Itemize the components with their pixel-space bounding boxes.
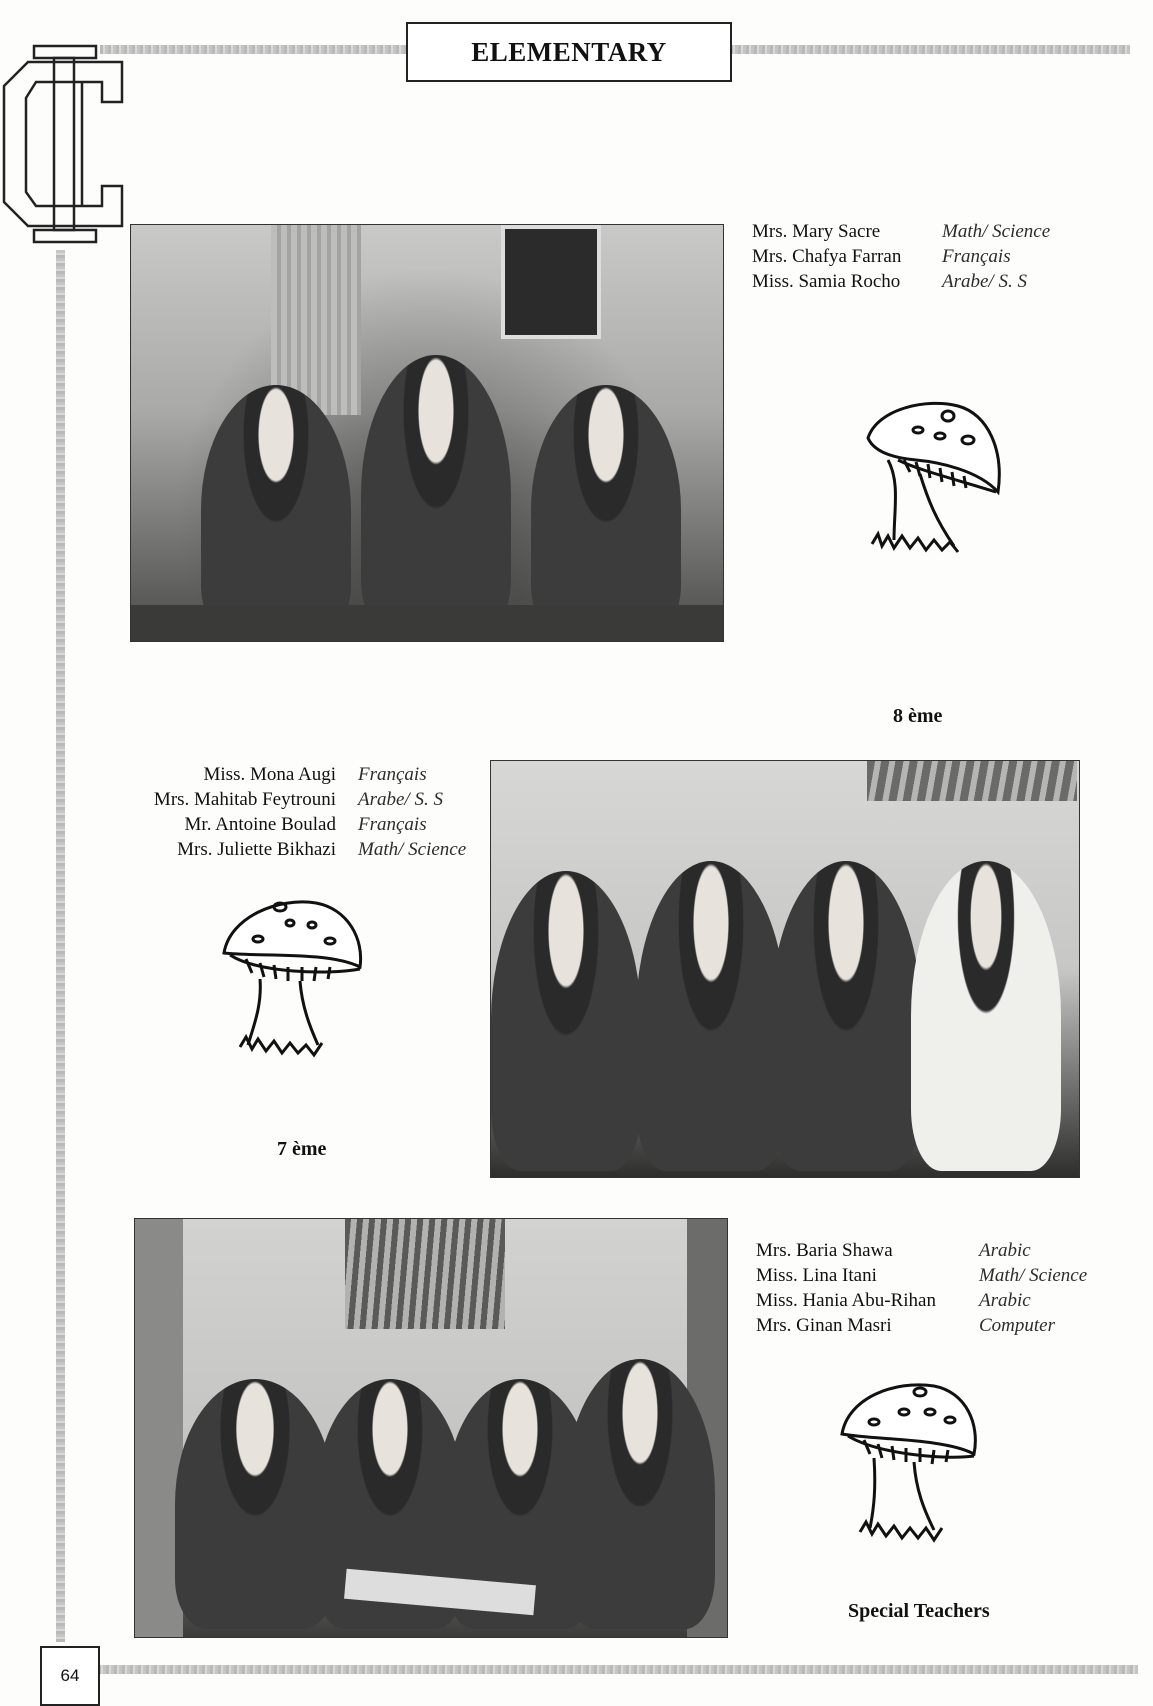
staff-subject: Français — [358, 764, 427, 785]
staff-subject: Math/ Science — [979, 1265, 1088, 1286]
section-caption-7eme: 7 ème — [277, 1138, 327, 1160]
mushroom-illustration-icon — [218, 895, 368, 1060]
staff-row — [110, 787, 443, 812]
staff-row — [752, 219, 1050, 244]
staff-row — [756, 1263, 1087, 1288]
staff-subject: Français — [358, 814, 427, 835]
staff-name: Mrs. Baria Shawa — [756, 1240, 893, 1261]
staff-subject: Math/ Science — [358, 839, 467, 860]
staff-name: Mr. Antoine Boulad — [184, 814, 336, 835]
staff-name: Miss. Mona Augi — [203, 764, 336, 785]
left-margin-rule — [56, 250, 65, 1642]
staff-subject: Arabic — [979, 1290, 1031, 1311]
staff-name: Miss. Samia Rocho — [752, 271, 901, 292]
mushroom-illustration-icon — [834, 1378, 984, 1546]
photo-8eme — [130, 224, 724, 642]
page-title: ELEMENTARY — [406, 22, 732, 82]
staff-row — [110, 837, 466, 862]
staff-subject: Math/ Science — [942, 221, 1051, 242]
staff-row — [756, 1288, 1031, 1313]
staff-row — [752, 269, 1027, 294]
section-caption-special-teachers: Special Teachers — [848, 1600, 990, 1622]
staff-name: Mrs. Mahitab Feytrouni — [153, 789, 336, 810]
staff-name: Mrs. Juliette Bikhazi — [177, 839, 336, 860]
staff-subject: Arabe/ S. S — [358, 789, 443, 810]
staff-subject: Français — [942, 246, 1011, 267]
staff-row — [756, 1238, 1031, 1263]
page-number: 64 — [40, 1646, 100, 1706]
photo-special-teachers — [134, 1218, 728, 1638]
mushroom-illustration-icon — [858, 400, 1008, 572]
footer-rule — [98, 1665, 1138, 1674]
staff-name: Miss. Hania Abu-Rihan — [756, 1290, 936, 1311]
header-rule-left — [100, 45, 406, 54]
staff-name: Mrs. Ginan Masri — [756, 1315, 892, 1336]
staff-row — [756, 1313, 1055, 1338]
staff-row — [110, 762, 427, 787]
staff-name: Mrs. Chafya Farran — [752, 246, 902, 267]
photo-7eme — [490, 760, 1080, 1178]
staff-subject: Arabic — [979, 1240, 1031, 1261]
staff-subject: Computer — [979, 1315, 1055, 1336]
staff-subject: Arabe/ S. S — [942, 271, 1027, 292]
staff-name: Miss. Lina Itani — [756, 1265, 877, 1286]
staff-row — [752, 244, 1011, 269]
staff-row — [110, 812, 427, 837]
section-caption-8eme: 8 ème — [893, 705, 943, 727]
school-monogram-logo-icon — [2, 42, 124, 247]
staff-name: Mrs. Mary Sacre — [752, 221, 881, 242]
header-rule-right — [730, 45, 1130, 54]
